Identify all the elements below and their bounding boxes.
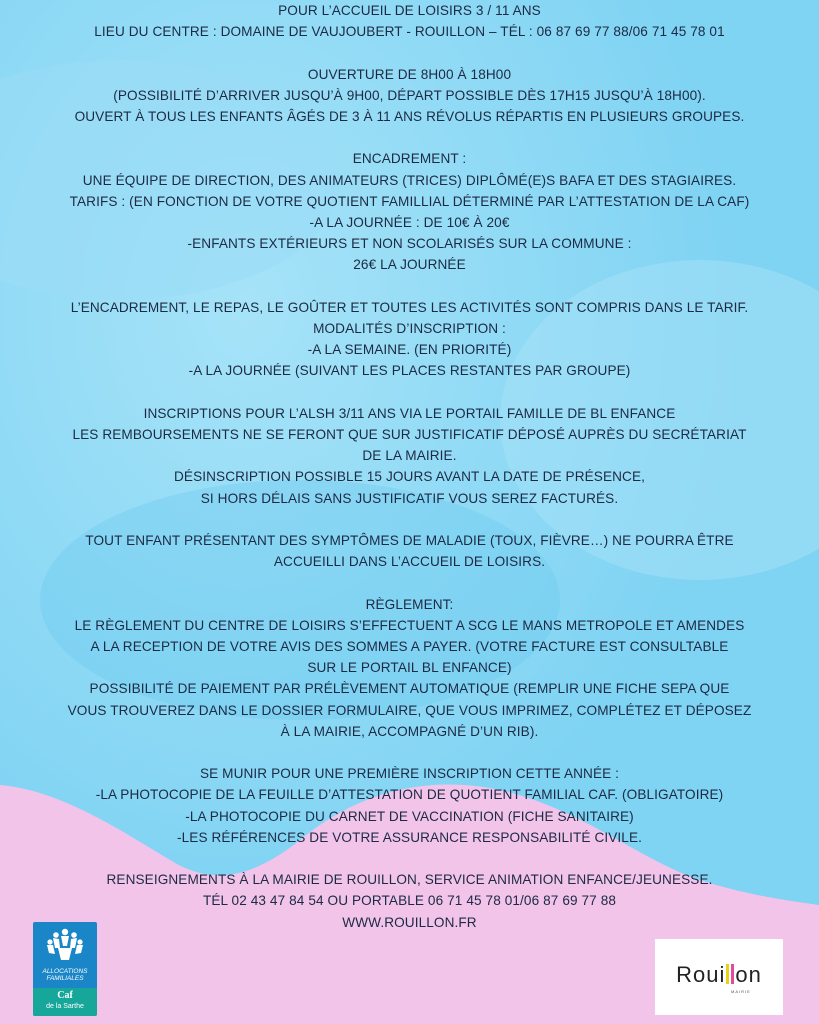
block-gap	[0, 509, 819, 530]
text-line: -LES RÉFÉRENCES DE VOTRE ASSURANCE RESPONSABILITÉ CIVILE.	[177, 829, 642, 845]
caf-logo	[33, 922, 97, 1016]
text-line: -A LA JOURNÉE (SUIVANT LES PLACES RESTANTES PAR GROUPE)	[188, 363, 631, 379]
text-line: 26€ LA JOURNÉE	[353, 257, 466, 273]
text-line: ACCUEILLI DANS L’ACCUEIL DE LOISIRS.	[273, 554, 546, 570]
caf-name: Caf	[57, 990, 73, 1001]
text-line: LES REMBOURSEMENTS NE SE FERONT QUE SUR JUSTIFICATIF DÉPOSÉ AUPRÈS DU SECRÉTARIAT	[72, 427, 747, 442]
text-line: -A LA JOURNÉE : DE 10€ À 20€	[309, 215, 510, 230]
caf-line-2: FAMILIALES	[46, 975, 84, 982]
rouillon-name-start: Roui	[676, 962, 726, 987]
text-line: TOUT ENFANT PRÉSENTANT DES SYMPTÔMES DE MALADIE (TOUX, FIÈVRE…) NE POURRA ÊTRE	[85, 533, 734, 548]
text-line: POUR L’ACCUEIL DE LOISIRS 3 / 11 ANS	[278, 3, 541, 18]
text-line: SI HORS DÉLAIS SANS JUSTIFICATIF VOUS SEREZ FACTURÉS.	[200, 490, 619, 506]
text-line: ENCADREMENT :	[352, 151, 467, 167]
block-gap	[0, 572, 819, 593]
text-line: TARIFS : (EN FONCTION DE VOTRE QUOTIENT FAMILLIAL DÉTERMINÉ PAR L’ATTESTATION DE LA CAF)	[69, 193, 750, 209]
block-gap	[0, 742, 819, 763]
caf-name-panel	[33, 988, 97, 1016]
caf-region: de la Sarthe	[46, 1003, 84, 1010]
rouillon-wordmark	[655, 963, 783, 987]
caf-line-1: ALLOCATIONS	[42, 968, 88, 975]
text-line: RÈGLEMENT:	[365, 596, 454, 612]
text-line: SUR LE PORTAIL BL ENFANCE)	[307, 660, 512, 676]
text-line: SE MUNIR POUR UNE PREMIÈRE INSCRIPTION CETTE ANNÉE :	[199, 766, 620, 782]
text-line: -ENFANTS EXTÉRIEURS ET NON SCOLARISÉS SUR LA COMMUNE :	[187, 236, 632, 252]
text-line: MODALITÉS D’INSCRIPTION :	[313, 321, 506, 336]
block-gap	[0, 42, 819, 63]
text-line: DÉSINSCRIPTION POSSIBLE 15 JOURS AVANT LA DATE DE PRÉSENCE,	[174, 469, 645, 485]
text-line: À LA MAIRIE, ACCOMPAGNÉ D’UN RIB).	[280, 723, 539, 739]
text-line: OUVERTURE DE 8H00 À 18H00	[307, 66, 512, 82]
text-line: L’ENCADREMENT, LE REPAS, LE GOÛTER ET TOUTES LES ACTIVITÉS SONT COMPRIS DANS LE TARIF.	[70, 299, 749, 315]
text-line: WWW.ROUILLON.FR	[342, 914, 477, 930]
text-line: OUVERT À TOUS LES ENFANTS ÂGÉS DE 3 À 11 ANS RÉVOLUS RÉPARTIS EN PLUSIEURS GROUPES.	[74, 109, 745, 124]
text-line: A LA RECEPTION DE VOTRE AVIS DES SOMMES A PAYER. (VOTRE FACTURE EST CONSULTABLE	[90, 639, 729, 654]
block-gap	[0, 276, 819, 297]
rouillon-name-end: on	[735, 962, 762, 987]
text-line: LIEU DU CENTRE : DOMAINE DE VAUJOUBERT - ROUILLON – TÉL : 06 87 69 77 88/06 71 45 78 01	[94, 24, 725, 40]
text-line: UNE ÉQUIPE DE DIRECTION, DES ANIMATEURS (TRICES) DIPLÔMÉ(E)S BAFA ET DES STAGIAIRES.	[82, 172, 737, 188]
yellow-bar-icon	[726, 964, 729, 984]
block-gap	[0, 382, 819, 403]
text-line: (POSSIBILITÉ D’ARRIVER JUSQU’À 9H00, DÉPART POSSIBLE DÈS 17H15 JUSQU’À 18H00).	[113, 87, 706, 103]
pink-bar-icon	[731, 964, 734, 984]
text-line: LE RÈGLEMENT DU CENTRE DE LOISIRS S’EFFECTUENT A SCG LE MANS METROPOLE ET AMENDES	[74, 617, 745, 633]
rouillon-logo	[655, 939, 783, 1015]
families-emblem-icon	[43, 926, 87, 966]
block-gap	[0, 848, 819, 869]
rouillon-subtitle: MAIRIE	[731, 989, 751, 994]
text-line: TÉL 02 43 47 84 54 OU PORTABLE 06 71 45 78 01/06 87 69 77 88	[202, 893, 617, 909]
text-line: DE LA MAIRIE.	[362, 448, 457, 464]
text-line: -LA PHOTOCOPIE DU CARNET DE VACCINATION (FICHE SANITAIRE)	[185, 808, 634, 824]
text-line: INSCRIPTIONS POUR L’ALSH 3/11 ANS VIA LE PORTAIL FAMILLE DE BL ENFANCE	[143, 405, 676, 421]
text-line: POSSIBILITÉ DE PAIEMENT PAR PRÉLÈVEMENT AUTOMATIQUE (REMPLIR UNE FICHE SEPA QUE	[89, 681, 730, 697]
text-line: RENSEIGNEMENTS À LA MAIRIE DE ROUILLON, SERVICE ANIMATION ENFANCE/JEUNESSE.	[106, 872, 713, 888]
text-line: VOUS TROUVEREZ DANS LE DOSSIER FORMULAIRE, QUE VOUS IMPRIMEZ, COMPLÉTEZ ET DÉPOSEZ	[67, 702, 752, 718]
text-line: -LA PHOTOCOPIE DE LA FEUILLE D’ATTESTATION DE QUOTIENT FAMILIAL CAF. (OBLIGATOIRE)	[95, 787, 724, 803]
text-line: -A LA SEMAINE. (EN PRIORITÉ)	[307, 342, 512, 358]
block-gap	[0, 127, 819, 148]
